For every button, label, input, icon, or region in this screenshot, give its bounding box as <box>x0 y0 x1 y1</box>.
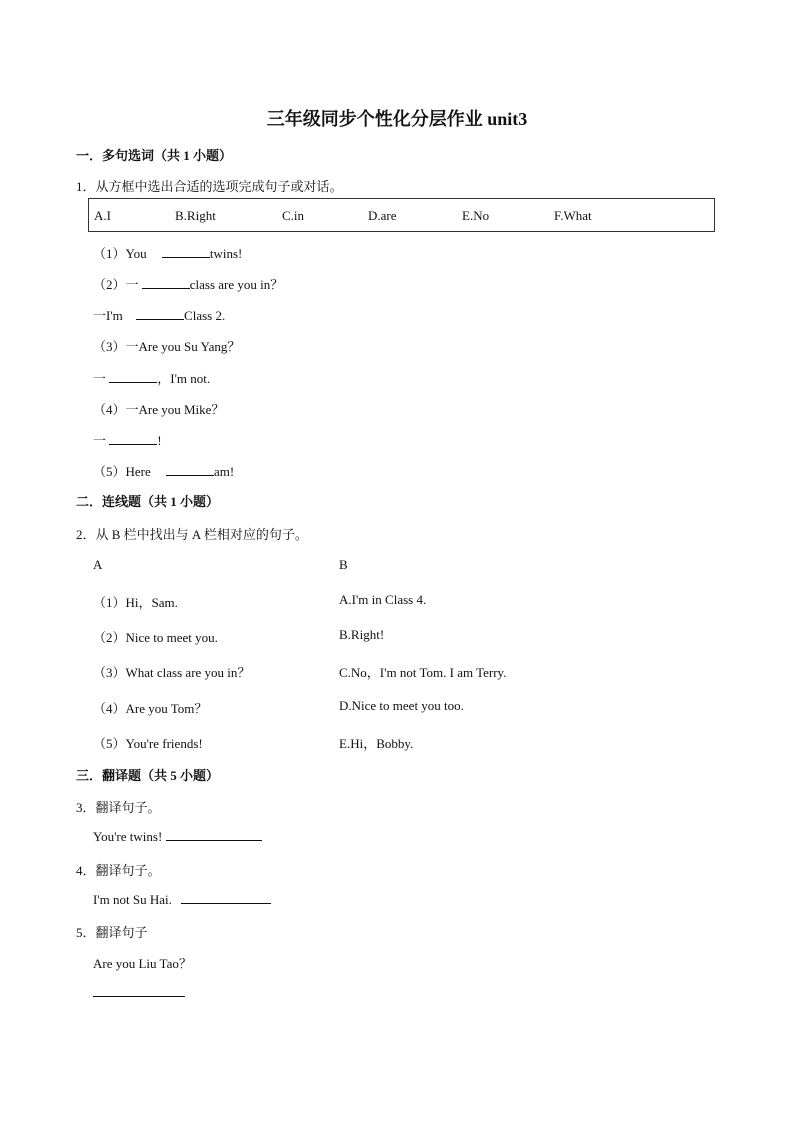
question-5-answer-line <box>93 984 185 1001</box>
match-a-item: （4）Are you Tom？ <box>93 701 208 716</box>
question-4-sentence: I'm not Su Hai. <box>93 892 172 907</box>
option-f: F.What <box>554 208 592 223</box>
question-3-prompt: 3．翻译句子。 <box>76 800 161 815</box>
question-5-prompt: 5．翻译句子 <box>76 925 148 940</box>
item-text: ，I'm not. <box>157 371 211 386</box>
option-e: E.No <box>462 208 490 223</box>
answer-blank[interactable] <box>166 463 214 476</box>
item-text: am! <box>214 464 235 479</box>
item-text: Class 2. <box>184 308 226 323</box>
item-text: （5）Here <box>93 464 151 479</box>
match-a-item: （3）What class are you in？ <box>93 665 251 680</box>
item-text: 一 <box>93 371 107 386</box>
match-b-item: C.No，I'm not Tom. I am Terry. <box>339 665 507 680</box>
q1-item-3-reply <box>93 368 210 387</box>
option-b: B.Right <box>175 208 216 223</box>
column-b-header: B <box>339 557 348 572</box>
answer-blank[interactable] <box>109 432 157 445</box>
item-text: （2）一 <box>93 277 139 292</box>
item-text: ! <box>157 433 162 448</box>
match-a-item: （1）Hi，Sam. <box>93 595 178 610</box>
match-b-item: E.Hi，Bobby. <box>339 736 414 751</box>
option-a: A.I <box>94 208 111 223</box>
item-text: 一 <box>93 433 107 448</box>
q1-item-2 <box>93 274 283 293</box>
answer-blank[interactable] <box>109 370 157 383</box>
match-a-item: （2）Nice to meet you. <box>93 630 218 645</box>
match-b-item: D.Nice to meet you too. <box>339 698 464 713</box>
item-text: 一I'm <box>93 308 123 323</box>
page-title: 三年级同步个性化分层作业 unit3 <box>266 109 528 129</box>
option-box <box>88 198 715 232</box>
match-a-item: （5）You're friends! <box>93 736 203 751</box>
answer-blank[interactable] <box>136 307 184 320</box>
option-c: C.in <box>282 208 305 223</box>
q1-item-4 <box>93 399 224 418</box>
section-heading-1: 一．多句选词（共 1 小题） <box>76 148 233 163</box>
item-text: class are you in？ <box>189 277 284 292</box>
answer-blank[interactable] <box>162 245 210 258</box>
item-text: （4）一Are you Mike？ <box>93 402 225 417</box>
match-b-item: A.I'm in Class 4. <box>339 592 427 607</box>
q1-item-5 <box>93 461 234 480</box>
question-4-prompt: 4．翻译句子。 <box>76 863 161 878</box>
question-1-prompt: 1．从方框中选出合适的选项完成句子或对话。 <box>76 179 343 194</box>
item-text: twins! <box>209 246 243 261</box>
option-d: D.are <box>368 208 397 223</box>
answer-blank[interactable] <box>166 828 262 841</box>
q1-item-4-reply <box>93 430 162 449</box>
section-heading-2: 二．连线题（共 1 小题） <box>76 494 220 509</box>
q1-item-3 <box>93 336 240 355</box>
answer-blank[interactable] <box>181 891 271 904</box>
match-b-item: B.Right! <box>339 627 385 642</box>
answer-blank[interactable] <box>142 276 190 289</box>
question-2-prompt: 2．从 B 栏中找出与 A 栏相对应的句子。 <box>76 527 308 542</box>
question-3-sentence: You're twins! <box>93 829 163 844</box>
column-a-header: A <box>93 557 103 572</box>
question-4-line <box>93 891 271 908</box>
question-5-sentence: Are you Liu Tao？ <box>93 956 192 971</box>
answer-blank[interactable] <box>93 984 185 997</box>
q1-item-2-reply <box>93 305 225 324</box>
item-text: （1）You <box>93 246 147 261</box>
item-text: （3）一Are you Su Yang？ <box>93 339 241 354</box>
q1-item-1 <box>93 243 242 262</box>
section-heading-3: 三．翻译题（共 5 小题） <box>76 768 220 783</box>
question-3-line <box>93 828 262 845</box>
